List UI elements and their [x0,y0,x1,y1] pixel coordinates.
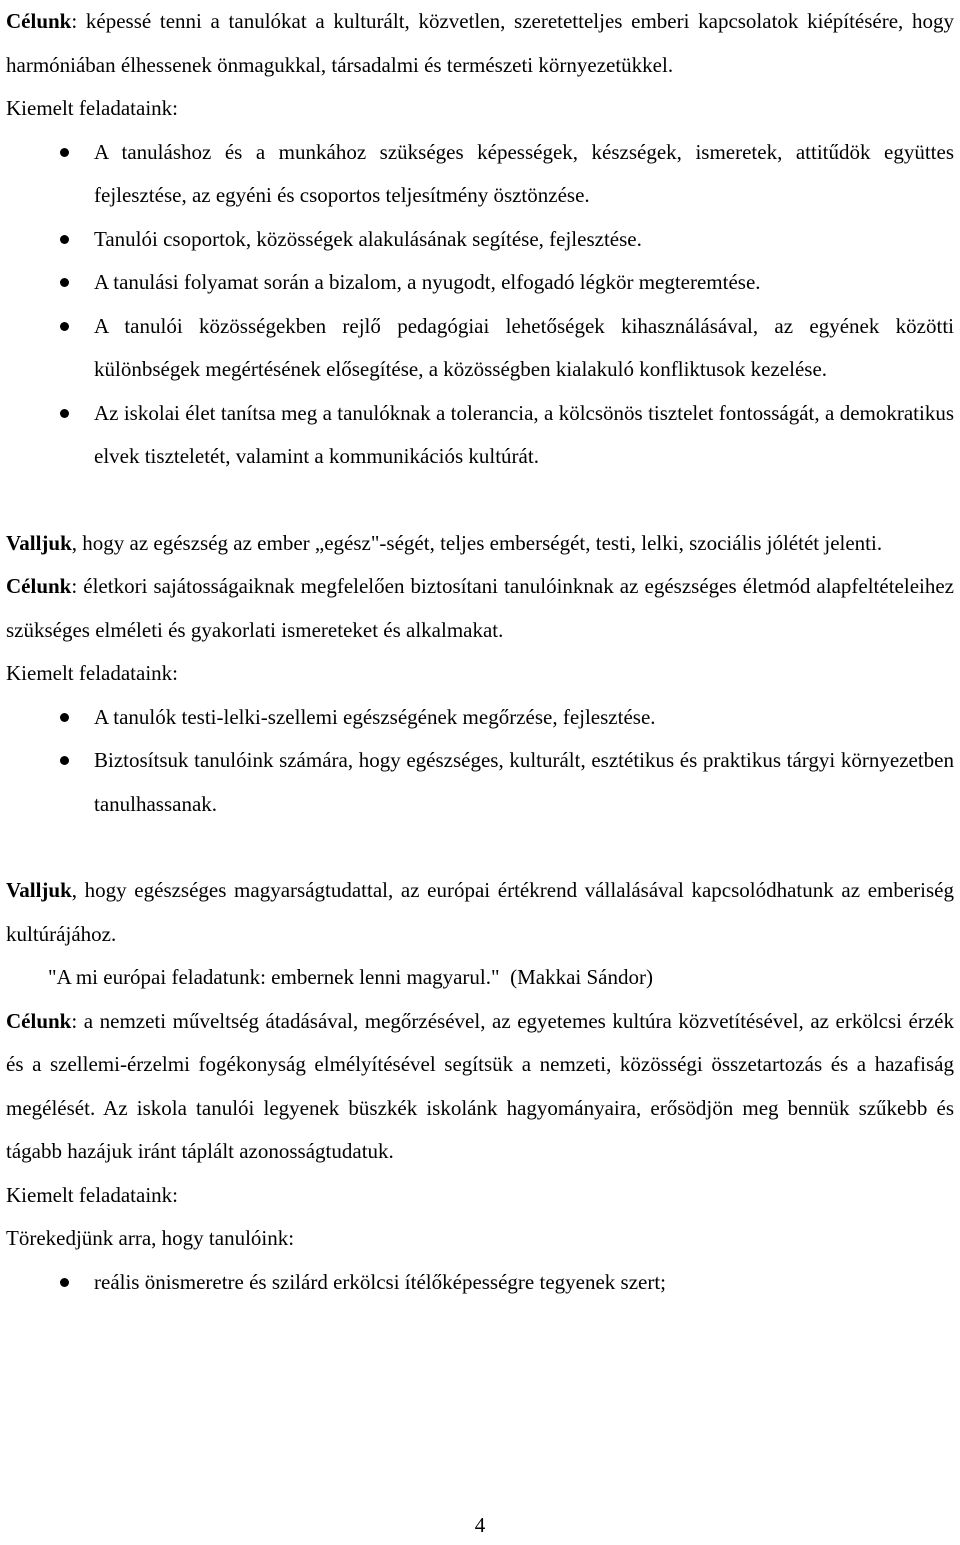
paragraph-goal-2 [6,565,954,652]
paragraph-intro: Törekedjünk arra, hogy tanulóink: [6,1226,295,1250]
bullet-list-3 [6,1261,954,1305]
paragraph-goal-3 [6,1000,954,1174]
paragraph-label: Valljuk [6,878,72,902]
list-item: Az iskolai élet tanítsa meg a tanulóknak a tolerancia, a kölcsönös tisztelet fontosságát, a demokratikus elvek tiszteletét, valamint a kommunikációs kultúrát. [6,392,954,479]
list-item: A tanulási folyamat során a bizalom, a nyugodt, elfogadó légkör megteremtése. [6,261,954,305]
bullet-list-1 [6,131,954,479]
paragraph-text: , hogy egészséges magyarságtudattal, az európai értékrend vállalásával kapcsolódhatunk az emberiség kultúrájához. [6,878,954,946]
list-item: A tanulók testi-lelki-szellemi egészségének megőrzése, fejlesztése. [6,696,954,740]
list-item: Biztosítsuk tanulóink számára, hogy egészséges, kulturált, esztétikus és praktikus tárgyi környezetben tanulhassanak. [6,739,954,826]
section-heading-1: Kiemelt feladataink: [6,96,179,120]
paragraph-label: Célunk [6,9,72,33]
paragraph-label: Célunk [6,574,72,598]
list-item: A tanulói közösségekben rejlő pedagógiai lehetőségek kihasználásával, az egyének közötti különbségek megértésének elősegítése, a közösségben kialakuló konfliktusok kezelése. [6,305,954,392]
quotation: "A mi európai feladatunk: embernek lenni magyarul." (Makkai Sándor) [48,965,653,989]
list-item: Tanulói csoportok, közösségek alakulásának segítése, fejlesztése. [6,218,954,262]
paragraph-label: Célunk [6,1008,72,1033]
paragraph-text: : képessé tenni a tanulókat a kulturált, közvetlen, szeretetteljes emberi kapcsolatok kiépítésére, hogy harmóniában élhessenek önmagukkal, társadalmi és természeti környezetükkel. [6,9,954,77]
paragraph-belief-1 [6,522,954,566]
list-item: reális önismeretre és szilárd erkölcsi ítélőképességre tegyenek szert; [6,1261,954,1305]
paragraph-label: Valljuk [6,530,72,555]
paragraph-belief-2 [6,869,954,956]
spacer [6,479,954,522]
paragraph-text: , hogy az egészség az ember „egész"-ségét, teljes emberségét, testi, lelki, szociális jólétét jelenti. [71,530,883,555]
paragraph-text: : a nemzeti műveltség átadásával, megőrzésével, az egyetemes kultúra közvetítésével, az erkölcsi érzék és a szellemi-érzelmi fogékonyság elmélyítésével segítsük a nemzeti, közösségi összetartozás és a hazafiság megélését. Az iskola tanulói legyenek büszkék iskolánk hagyományaira, erősödjön meg bennük szűkebb és tágabb hazájuk iránt táplált azonosságtudatuk. [6,1008,954,1163]
paragraph-goal-1 [6,0,954,87]
document-page [6,0,954,1304]
list-item: A tanuláshoz és a munkához szükséges képességek, készségek, ismeretek, attitűdök együttes fejlesztése, az egyéni és csoportos teljesítmény ösztönzése. [6,131,954,218]
page-number: 4 [474,1513,486,1537]
section-heading-3: Kiemelt feladataink: [6,1182,179,1207]
paragraph-text: : életkori sajátosságaiknak megfelelően biztosítani tanulóinknak az egészséges életmód alapfeltételeihez szükséges elméleti és gyakorlati ismereteket és alkalmakat. [6,574,954,642]
section-heading-2: Kiemelt feladataink: [6,661,179,685]
bullet-list-2 [6,696,954,827]
spacer [6,826,954,869]
